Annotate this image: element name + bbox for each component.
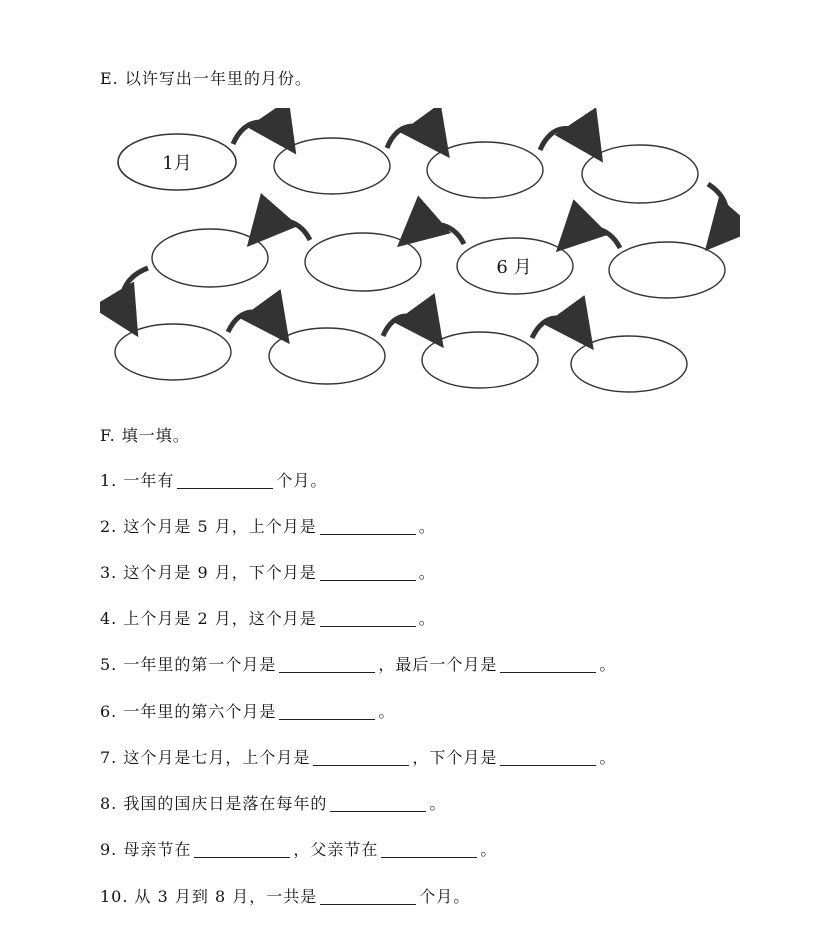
question-8	[100, 791, 446, 814]
question-9	[100, 837, 497, 860]
question-text: 我国的国庆日是落在每年的	[123, 794, 328, 813]
question-text: 一年里的第六个月是	[123, 702, 277, 721]
question-text: 。	[378, 702, 396, 721]
question-text: ，下个月是	[412, 748, 498, 767]
question-7	[100, 745, 616, 768]
question-number: 9.	[100, 840, 118, 859]
month-oval-3[interactable]	[427, 142, 543, 198]
answer-blank[interactable]	[279, 656, 375, 673]
months-cycle-diagram	[100, 108, 740, 398]
answer-blank[interactable]	[320, 518, 416, 535]
question-text: 。	[480, 840, 498, 859]
answer-blank[interactable]	[320, 564, 416, 581]
arrow-right-icon	[383, 316, 432, 336]
question-6	[100, 699, 395, 722]
question-text: 一年有	[123, 471, 175, 490]
arrow-right-icon	[387, 126, 438, 148]
question-text: 这个月是 9 月，下个月是	[123, 563, 317, 582]
question-3	[100, 560, 436, 583]
month-label-6: 6 月	[496, 257, 532, 278]
month-oval-4[interactable]	[582, 145, 698, 203]
question-number: 10.	[100, 887, 129, 906]
arrow-down-icon	[708, 184, 727, 236]
section-f-title: F. 填一填。	[100, 426, 190, 445]
question-text: 。	[599, 655, 617, 674]
month-oval-10[interactable]	[115, 324, 231, 380]
question-number: 3.	[100, 563, 118, 582]
answer-blank[interactable]	[320, 888, 416, 905]
question-10	[100, 884, 470, 907]
section-e-title: E. 以许写出一年里的月份。	[100, 69, 312, 88]
arrow-right-icon	[228, 312, 278, 332]
question-number: 4.	[100, 609, 118, 628]
question-text: 。	[418, 563, 436, 582]
arrow-left-icon	[570, 229, 620, 248]
question-number: 5.	[100, 655, 118, 674]
answer-blank[interactable]	[381, 841, 477, 858]
question-number: 1.	[100, 471, 118, 490]
answer-blank[interactable]	[313, 749, 409, 766]
month-oval-12[interactable]	[422, 332, 538, 388]
question-text: 个月。	[276, 471, 328, 490]
question-number: 6.	[100, 702, 118, 721]
question-text: 。	[599, 748, 617, 767]
question-text: 这个月是七月，上个月是	[123, 748, 311, 767]
answer-blank[interactable]	[330, 795, 426, 812]
question-text: 。	[418, 517, 436, 536]
answer-blank[interactable]	[177, 472, 273, 489]
answer-blank[interactable]	[500, 656, 596, 673]
question-text: 。	[418, 609, 436, 628]
month-label-1: 1月	[162, 153, 192, 174]
arrow-right-icon	[233, 122, 285, 144]
question-1	[100, 468, 327, 491]
question-text: ，最后一个月是	[378, 655, 498, 674]
question-text: 母亲节在	[123, 840, 192, 859]
question-2	[100, 514, 436, 537]
question-text: 上个月是 2 月，这个月是	[123, 609, 317, 628]
arrow-left-icon	[412, 225, 464, 244]
question-text: 。	[429, 794, 447, 813]
question-text: ，父亲节在	[293, 840, 379, 859]
month-oval-9[interactable]	[152, 229, 268, 287]
answer-blank[interactable]	[279, 703, 375, 720]
arrow-down-icon	[122, 268, 148, 320]
arrow-right-icon	[540, 128, 592, 150]
question-4	[100, 606, 436, 629]
question-number: 2.	[100, 517, 118, 536]
arrow-right-icon	[532, 318, 582, 338]
question-number: 7.	[100, 748, 118, 767]
month-oval-13[interactable]	[571, 336, 687, 392]
month-oval-2[interactable]	[274, 138, 390, 194]
answer-blank[interactable]	[500, 749, 596, 766]
question-text: 从 3 月到 8 月，一共是	[134, 887, 318, 906]
month-oval-5[interactable]	[609, 242, 725, 298]
question-text: 个月。	[419, 887, 471, 906]
answer-blank[interactable]	[194, 841, 290, 858]
question-5	[100, 652, 616, 675]
arrow-left-icon	[260, 221, 310, 240]
month-oval-8[interactable]	[305, 233, 421, 291]
question-number: 8.	[100, 794, 118, 813]
month-oval-11[interactable]	[269, 328, 385, 384]
question-text: 这个月是 5 月，上个月是	[123, 517, 317, 536]
answer-blank[interactable]	[320, 610, 416, 627]
question-text: 一年里的第一个月是	[123, 655, 277, 674]
